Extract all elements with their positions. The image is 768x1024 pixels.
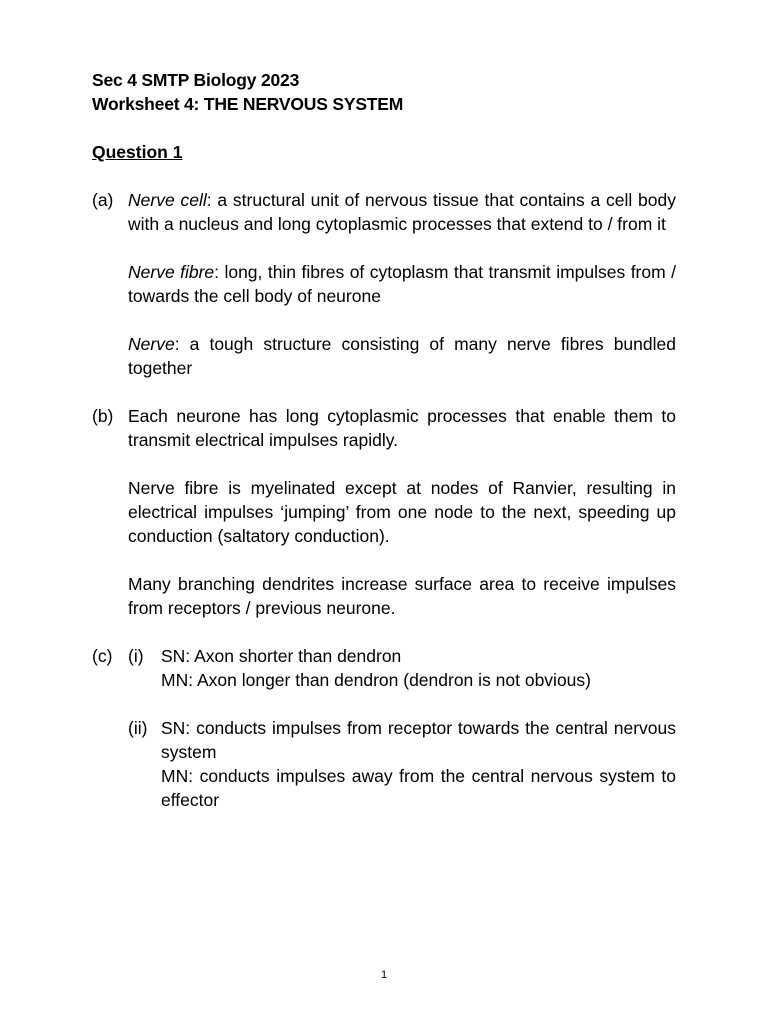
part-c <box>92 644 676 812</box>
part-c-i <box>128 644 676 692</box>
part-b-marker: (b) <box>92 406 114 426</box>
part-b-paragraph-3: Many branching dendrites increase surface area to receive impulses from receptors / previous neurone. <box>128 574 676 618</box>
part-c-ii-line-2: MN: conducts impulses away from the central nervous system to effector <box>161 766 676 810</box>
definition-nerve-cell <box>128 188 676 236</box>
part-c-ii <box>128 716 676 812</box>
term-nerve-cell: Nerve cell <box>128 190 207 210</box>
worksheet-title: Worksheet 4: THE NERVOUS SYSTEM <box>92 94 404 114</box>
definition-nerve <box>128 332 676 380</box>
course-title: Sec 4 SMTP Biology 2023 <box>92 70 300 90</box>
definition-nerve-fibre-text: : long, thin fibres of cytoplasm that transmit impulses from / towards the cell body of neurone <box>128 262 676 306</box>
part-a <box>92 188 676 380</box>
term-nerve: Nerve <box>128 334 175 354</box>
definition-nerve-fibre <box>128 260 676 308</box>
part-c-i-marker: (i) <box>128 646 144 666</box>
definition-nerve-text: : a tough structure consisting of many nerve fibres bundled together <box>128 334 676 378</box>
page-number: 1 <box>380 969 388 981</box>
term-nerve-fibre: Nerve fibre <box>128 262 215 282</box>
part-c-i-line-1: SN: Axon shorter than dendron <box>161 646 402 666</box>
part-c-marker: (c) <box>92 646 113 666</box>
part-c-ii-line-1: SN: conducts impulses from receptor towards the central nervous system <box>161 718 676 762</box>
part-b-paragraph-2: Nerve fibre is myelinated except at nodes of Ranvier, resulting in electrical impulses ‘jumping’ from one node to the next, speeding up conduction (saltatory conduction). <box>128 478 676 546</box>
part-c-i-line-2: MN: Axon longer than dendron (dendron is not obvious) <box>161 670 591 690</box>
part-b <box>92 404 676 620</box>
definition-nerve-cell-text: : a structural unit of nervous tissue that contains a cell body with a nucleus and long cytoplasmic processes that extend to / from it <box>128 190 676 234</box>
part-b-paragraph-1: Each neurone has long cytoplasmic processes that enable them to transmit electrical impulses rapidly. <box>128 406 676 450</box>
question-heading: Question 1 <box>92 142 183 162</box>
part-c-ii-marker: (ii) <box>128 718 148 738</box>
part-a-marker: (a) <box>92 190 114 210</box>
worksheet-page <box>92 68 676 812</box>
